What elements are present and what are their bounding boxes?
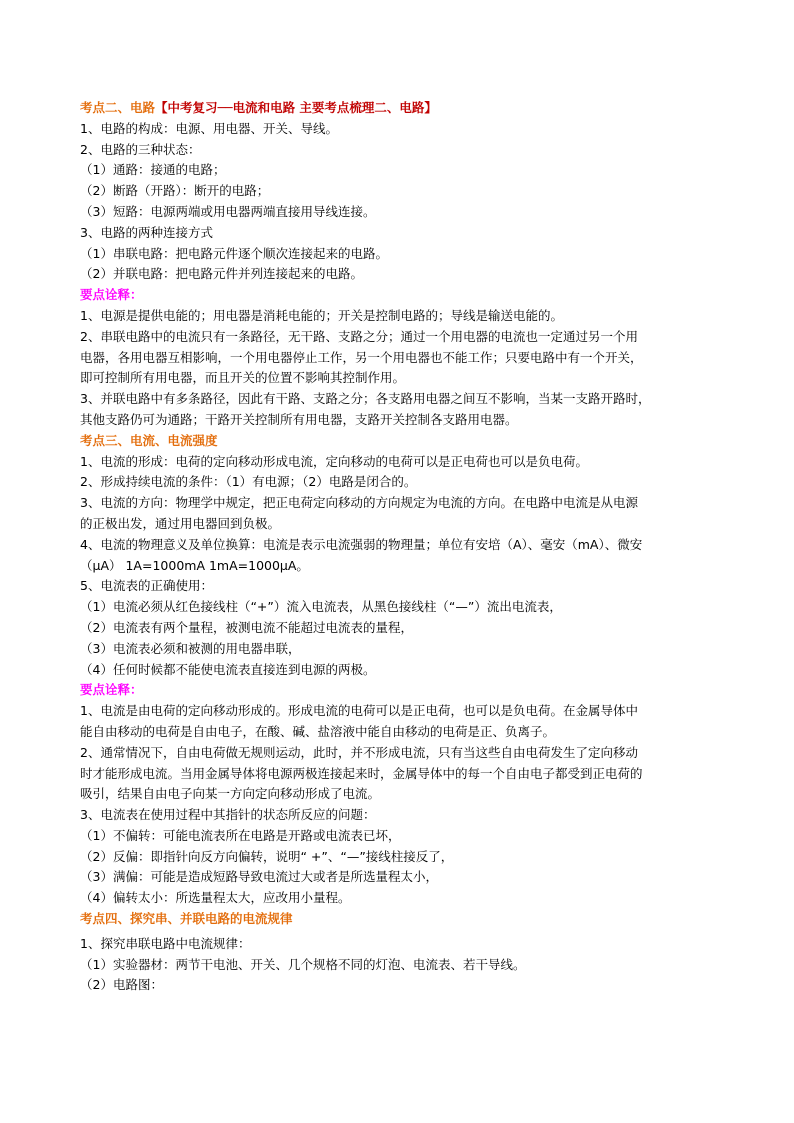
text-line: （1）串联电路：把电路元件逐个顺次连接起来的电路。: [80, 245, 388, 261]
note-line: 即可控制所有用电器，而且开关的位置不影响其控制作用。: [80, 370, 406, 386]
text-line: （1）通路：接通的电路；: [80, 162, 226, 178]
note-line: 其他支路仍可为通路；干路开关控制所有用电器，支路开关控制各支路用电器。: [80, 411, 518, 427]
text-line: （2）电流表有两个量程，被测电流不能超过电流表的量程，: [80, 619, 413, 635]
text-line: 3、电路的两种连接方式: [80, 224, 213, 240]
text-line: （2）断路（开路）：断开的电路；: [80, 183, 270, 199]
text-line: 4、电流的物理意义及单位换算：电流是表示电流强弱的物理量；单位有安培（A）、毫安（mA）、微安: [80, 536, 643, 552]
section-heading-circuit: [80, 98, 720, 119]
text-line: 2、电路的三种状态：: [80, 141, 201, 157]
text-line: 1、探究串联电路中电流规律：: [80, 935, 251, 951]
note-line: 2、串联电路中的电流只有一条路径，无干路、支路之分；通过一个用电器的电流也一定通过另一个用: [80, 328, 638, 344]
section-heading-current: 考点三、电流、电流强度: [80, 432, 218, 448]
text-line: （1）电流必须从红色接线柱（“+”）流入电流表，从黑色接线柱（“—”）流出电流表，: [80, 599, 562, 615]
text-line: 5、电流表的正确使用：: [80, 578, 213, 594]
key-notes-heading: 要点诠释：: [80, 287, 143, 303]
note-line: 3、电流表在使用过程中其指针的状态所反应的问题：: [80, 807, 376, 823]
note-line: 1、电源是提供电能的；用电器是消耗电能的；开关是控制电路的；导线是输送电能的。: [80, 307, 563, 323]
text-line: 1、电流的形成：电荷的定向移动形成电流，定向移动的电荷可以是正电荷也可以是负电荷。: [80, 453, 588, 469]
note-line: （3）满偏：可能是造成短路导致电流过大或者是所选量程太小，: [80, 869, 438, 885]
text-line: 1、电路的构成：电源、用电器、开关、导线。: [80, 120, 338, 136]
note-line: 2、通常情况下，自由电荷做无规则运动，此时，并不形成电流，只有当这些自由电荷发生了定向移动: [80, 744, 638, 760]
section-heading-experiment: 考点四、探究串、并联电路的电流规律: [80, 911, 293, 927]
note-line: （4）偏转太小：所选量程太大，应改用小量程。: [80, 890, 351, 906]
note-line: 时才能形成电流。当用金属导体将电源两极连接起来时，金属导体中的每一个自由电子都受到正电荷的: [80, 765, 643, 781]
text-line: （2）电路图：: [80, 977, 163, 993]
text-line: （3）短路：电源两端或用电器两端直接用导线连接。: [80, 203, 376, 219]
text-line: （1）实验器材：两节干电池、开关、几个规格不同的灯泡、电流表、若干导线。: [80, 956, 526, 972]
text-line: 的正极出发，通过用电器回到负极。: [80, 515, 281, 531]
document-body: [80, 98, 720, 996]
note-line: 电器，各用电器互相影响，一个用电器停止工作，另一个用电器也不能工作；只要电路中有一个开关，: [80, 349, 643, 365]
key-notes-heading: 要点诠释：: [80, 682, 143, 698]
note-line: 能自由移动的电荷是自由电子，在酸、碱、盐溶液中能自由移动的电荷是正、负离子。: [80, 723, 556, 739]
note-line: （1）不偏转：可能电流表所在电路是开路或电流表已坏，: [80, 827, 401, 843]
text-line: （4）任何时候都不能使电流表直接连到电源的两极。: [80, 661, 376, 677]
note-line: （2）反偏：即指针向反方向偏转，说明“ +”、“—”接线柱接反了，: [80, 848, 454, 864]
text-line: 3、电流的方向：物理学中规定，把正电荷定向移动的方向规定为电流的方向。在电路中电流是从电源: [80, 495, 638, 511]
note-line: 1、电流是由电荷的定向移动形成的。形成电流的电荷可以是正电荷，也可以是负电荷。在金属导体中: [80, 703, 638, 719]
text-line: （μA） 1A=1000mA 1mA=1000μA。: [80, 557, 309, 573]
section-subtitle: 【中考复习──电流和电路 主要考点梳理二、电路】: [155, 100, 437, 115]
text-line: （3）电流表必须和被测的用电器串联，: [80, 640, 301, 656]
text-line: 2、形成持续电流的条件：（1）有电源；（2）电路是闭合的。: [80, 474, 417, 490]
note-line: 吸引，结果自由电子向某一方向定向移动形成了电流。: [80, 786, 381, 802]
text-line: （2）并联电路：把电路元件并列连接起来的电路。: [80, 266, 363, 282]
section-title: 考点二、电路: [80, 100, 156, 115]
note-line: 3、并联电路中有多条路径，因此有干路、支路之分；各支路用电器之间互不影响，当某一支路开路时，: [80, 391, 651, 407]
